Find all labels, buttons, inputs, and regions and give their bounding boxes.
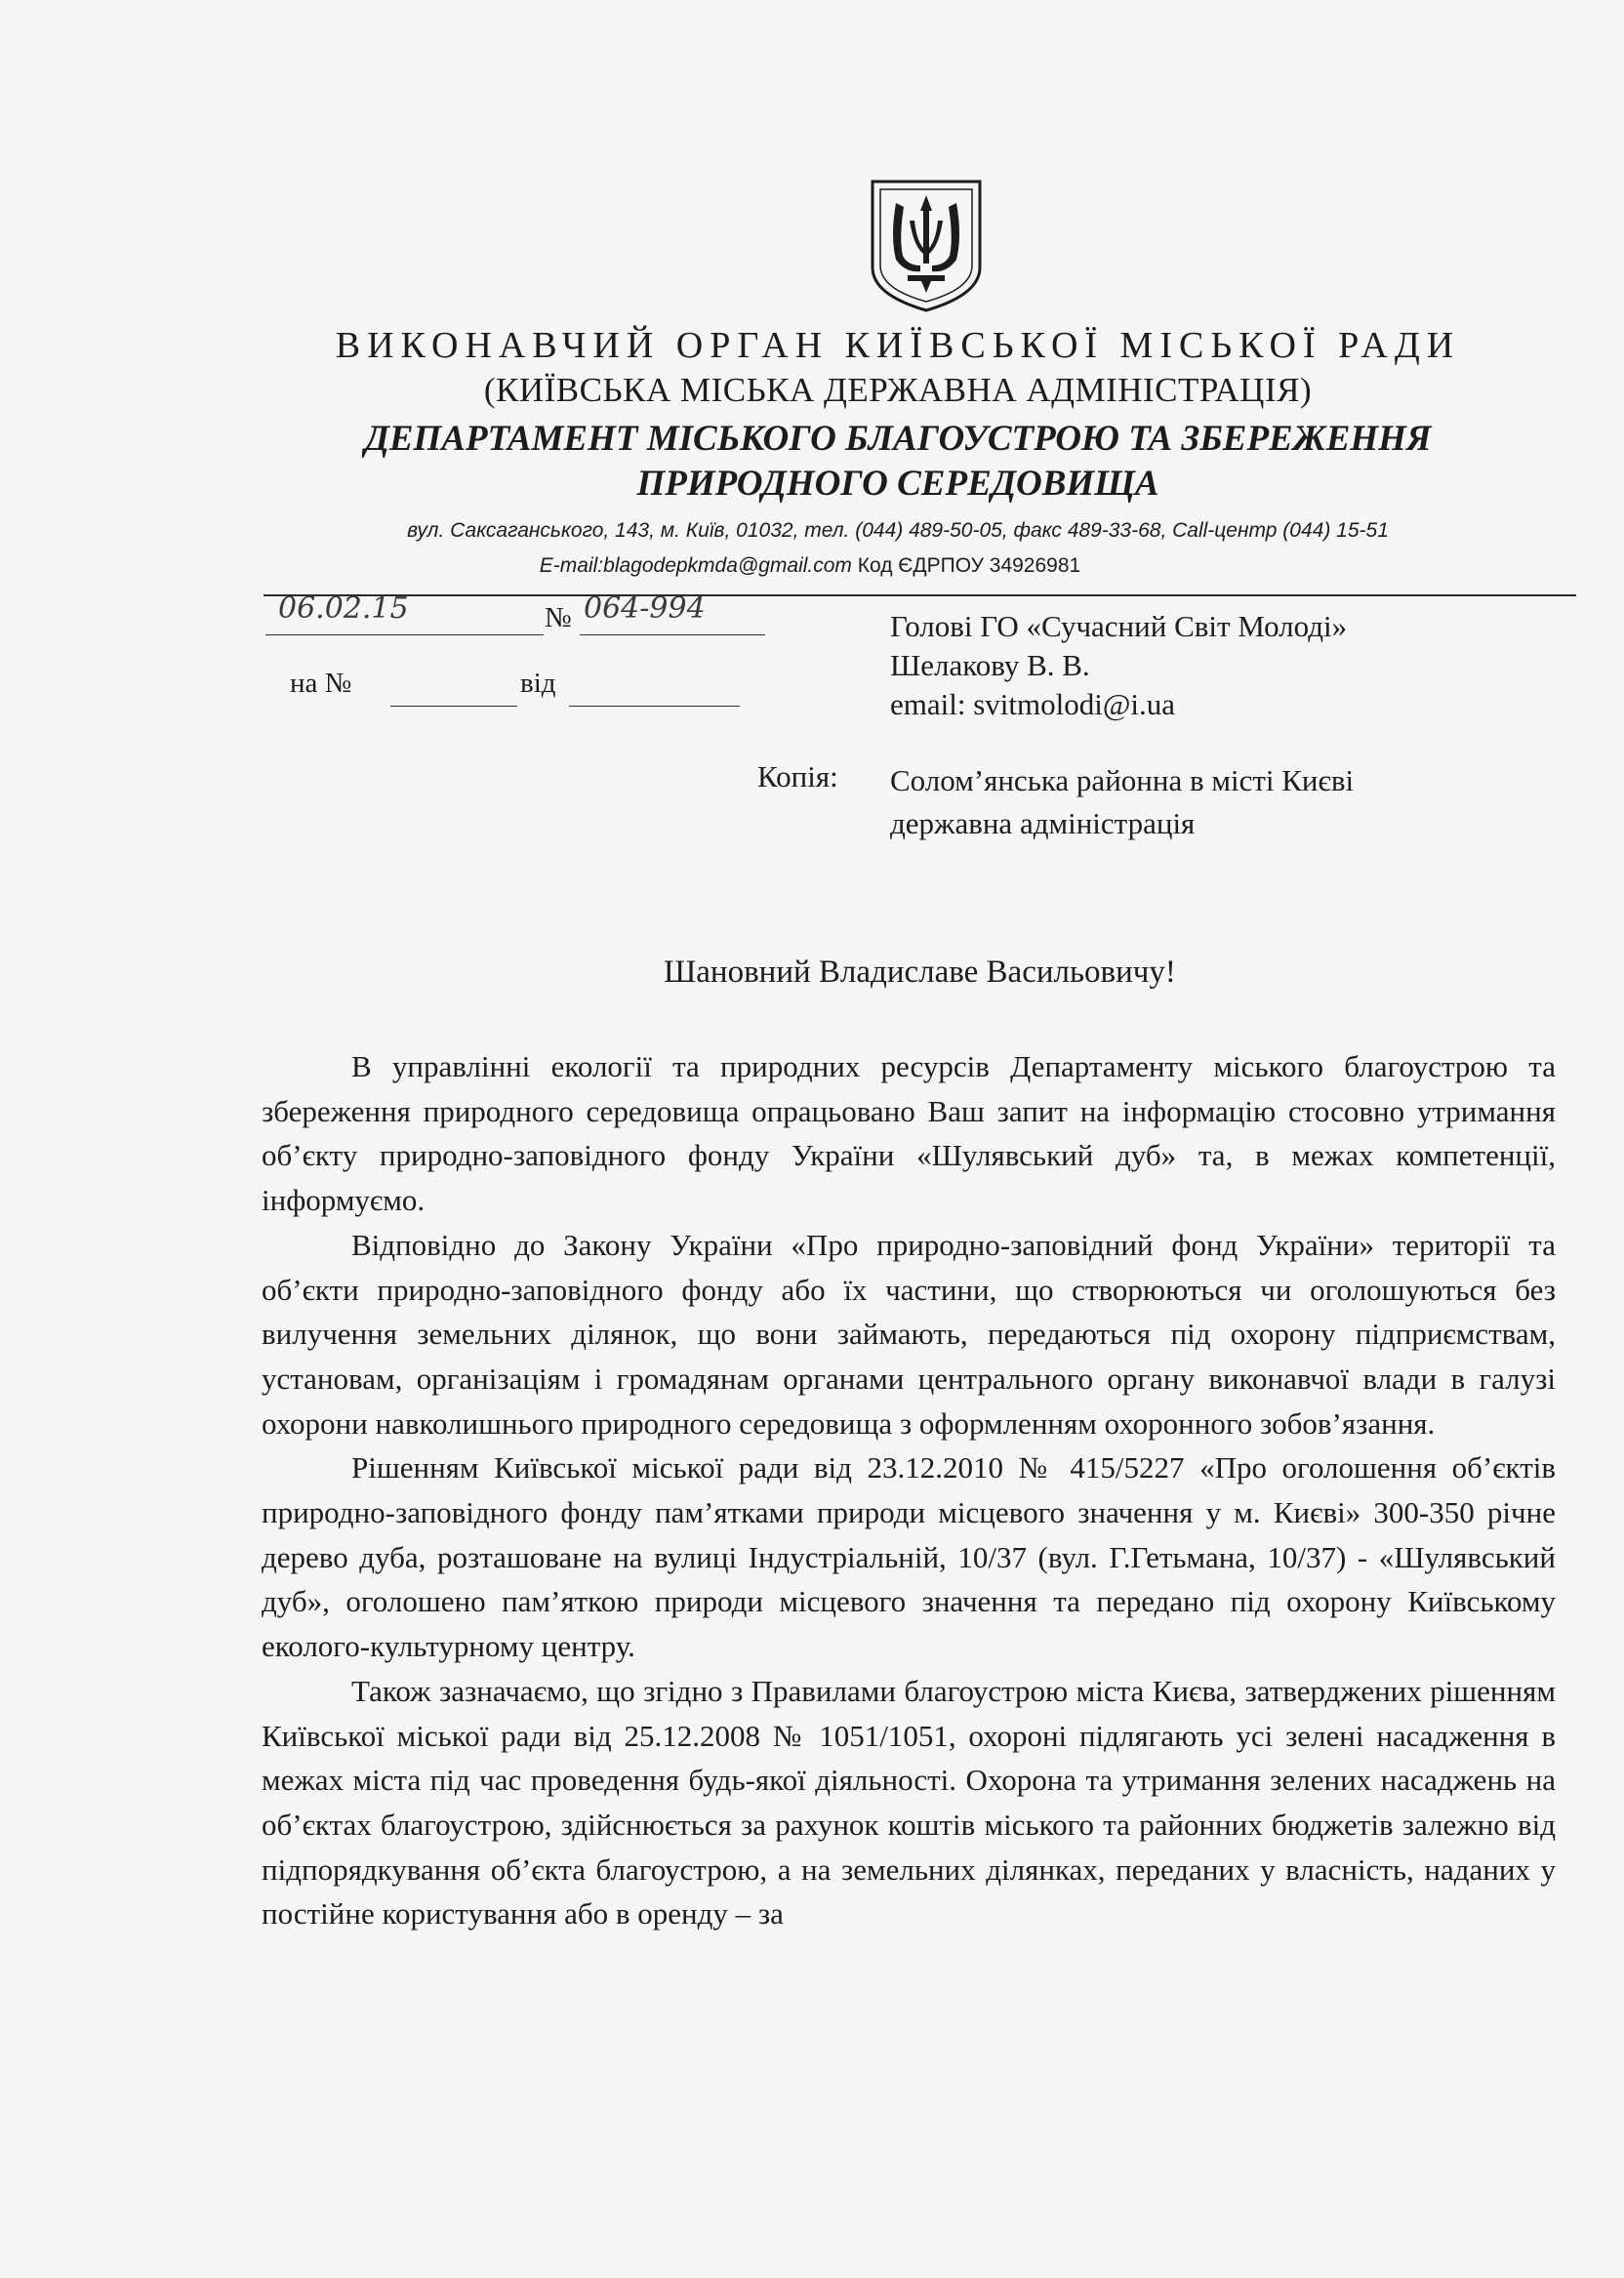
contact-email-line	[293, 554, 1327, 578]
recipient-email: email: svitmolodi@i.ua	[890, 687, 1176, 721]
org-name-line2: (КИЇВСЬКА МІСЬКА ДЕРЖАВНА АДМІНІСТРАЦІЯ)	[483, 371, 1313, 409]
copy-recipient-line1: Солом’янська районна в місті Києві	[890, 763, 1355, 797]
copy-label: Копія:	[757, 759, 838, 793]
contact-address: вул. Саксаганського, 143, м. Київ, 01032, тел. (044) 489-50-05, факс 489-33-68, Call-центр (044) 15-51	[407, 519, 1389, 542]
coat-of-arms-icon	[867, 178, 986, 314]
body-paragraph: Рішенням Київської міської ради від 23.12.2010 № 415/5227 «Про оголошення об’єктів природно-заповідного фонду пам’ятками природи місцевого значення у м. Києві» 300-350 річне дерево дуба, розташоване на вулиці Індустріальній, 10/37 (вул. Г.Гетьмана, 10/37) - «Шулявський дуб», оголошено пам’яткою природи місцевого значення та передано під охорону Київському еколого-культурному центру.	[262, 1450, 1556, 1664]
incoming-date-blank	[569, 706, 740, 707]
department-name-line1: ДЕПАРТАМЕНТ МІСЬКОГО БЛАГОУСТРОЮ ТА ЗБЕРЕЖЕННЯ	[364, 419, 1432, 459]
copy-recipient	[890, 759, 1354, 845]
outgoing-date: 06.02.15	[278, 591, 409, 626]
department-name-line2: ПРИРОДНОГО СЕРЕДОВИЩА	[636, 464, 1159, 504]
outgoing-number-line	[580, 634, 765, 635]
body-paragraph: Також зазначаємо, що згідно з Правилами благоустрою міста Києва, затверджених рішенням Київської міської ради від 25.12.2008 № 1051/1051, охороні підлягають усі зелені насадження в межах міста під час проведення будь-якої діяльності. Охорона та утримання зелених насаджень на об’єктах благоустрою, здійснюється за рахунок коштів міського та районних бюджетів залежно від підпорядкування об’єкта благоустрою, а на земельних ділянках, переданих у власність, наданих у постійне користування або в оренду – за	[262, 1673, 1556, 1932]
recipient-block	[890, 607, 1347, 724]
copy-recipient-line2: державна адміністрація	[890, 806, 1196, 840]
org-name-line1: ВИКОНАВЧИЙ ОРГАН КИЇВСЬКОЇ МІСЬКОЇ РАДИ	[335, 325, 1461, 366]
outgoing-number: 064-994	[584, 591, 706, 626]
body-paragraph: Відповідно до Закону України «Про природно-заповідний фонд України» території та об’єкти природно-заповідного фонду або їх частини, що створюються чи оголошуються без вилучення земельних ділянок, що вони займають, передаються під охорону підприємствам, установам, організаціям і громадянам органами центрального органу виконавчої влади в галузі охорони навколишнього природного середовища з оформленням охоронного зобов’язання.	[262, 1227, 1556, 1441]
outgoing-date-line	[265, 634, 544, 635]
body-paragraph: В управлінні екології та природних ресурсів Департаменту міського благоустрою та збереження природного середовища опрацьовано Ваш запит на інформацію стосовно утримання об’єкту природно-заповідного фонду України «Шулявський дуб» та, в межах компетенції, інформуємо.	[262, 1049, 1556, 1218]
incoming-number-label: на №	[290, 668, 352, 699]
contact-email: E-mail:blagodepkmda@gmail.com	[539, 554, 852, 577]
incoming-from-label: від	[520, 668, 556, 699]
incoming-number-blank	[390, 706, 517, 707]
letter-body	[262, 1044, 1556, 1936]
recipient-name: Шелакову В. В.	[890, 648, 1090, 682]
recipient-title: Голові ГО «Сучасний Світ Молоді»	[890, 609, 1348, 643]
edrpou-code: Код ЄДРПОУ 34926981	[857, 554, 1081, 577]
number-sign: №	[545, 602, 572, 633]
salutation: Шановний Владиславе Васильовичу!	[664, 955, 1176, 990]
